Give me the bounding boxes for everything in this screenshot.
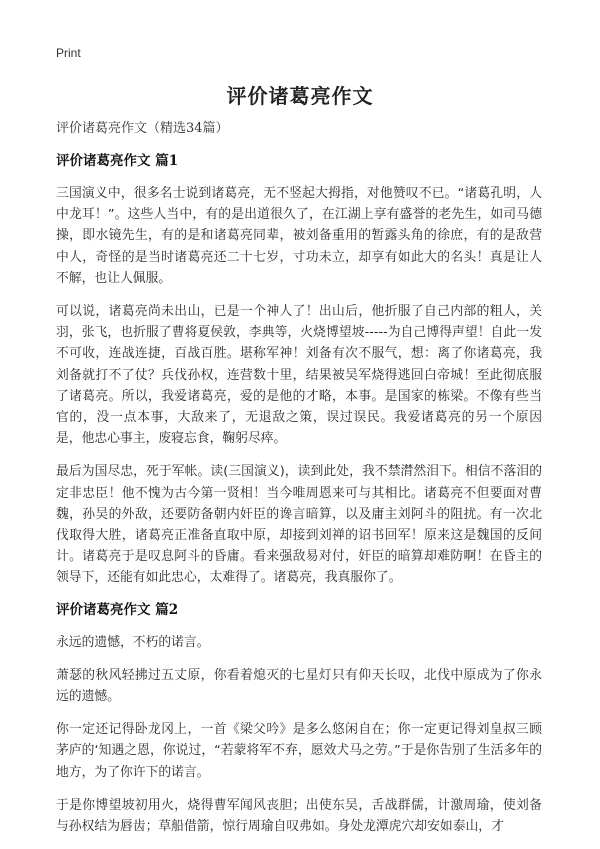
section-1-paragraph-1: 三国演义中，很多名士说到诸葛亮，无不竖起大拇指，对他赞叹不已。“诸葛孔明，人中龙耳！”。这些人当中，有的是出道很久了，在江湖上享有盛誉的老先生，如司马德操，即水镜先生，有的是和诸葛亮同辈，被刘备重用的暂露头角的徐庶，有的是敌营中人，奇怪的是当时诸葛亮还二十七岁，寸功未立，却享有如此大的名头！真是让人不解，也让人佩服。 xyxy=(56,186,542,286)
page-title: 评价诸葛亮作文 xyxy=(226,84,374,108)
section-1-paragraph-2: 可以说，诸葛亮尚未出山，已是一个神人了！出山后，他折服了自己内部的粗人，关羽，张飞，也折服了曹将夏侯敦，李典等，火烧博望坡-----为自己博得声望！自此一发不可收，连战连捷，百战百胜。堪称军神！刘备有次不服气，想：离了你诸葛亮，我刘备就打不了仗？兵伐孙权，连营数十里，结果被吴军烧得逃回白帝城！至此彻底服了诸葛亮。所以，我爱诸葛亮，爱的是他的才略，本事。是国家的栋梁。不像有些当官的，没一点本事，大敌来了，无退敌之策，误过误民。我爱诸葛亮的另一个原因是，他忠心事主，废寝忘食，鞠躬尽瘁。 xyxy=(56,304,542,447)
print-link[interactable]: Print xyxy=(56,46,81,60)
section-2-paragraph-2: 萧瑟的秋风轻拂过五丈原，你看着熄灭的七星灯只有仰天长叹，北伐中原成为了你永远的遗憾。 xyxy=(56,667,542,705)
section-heading-1: 评价诸葛亮作文 篇1 xyxy=(56,153,179,169)
article-subtitle: 评价诸葛亮作文（精选34篇） xyxy=(56,121,229,136)
section-2-paragraph-4: 于是你博望坡初用火，烧得曹军闻风丧胆；出使东吴，舌战群儒，计激周瑜，使刘备与孙权结为唇齿；草船借箭，惊行周瑜自叹弗如。身处龙潭虎穴却安如泰山，才 xyxy=(56,797,542,835)
section-1-paragraph-3: 最后为国尽忠，死于军帐。读(三国演义)，读到此处，我不禁潸然泪下。相信不落泪的定非忠臣！他不愧为古今第一贤相！当今唯周恩来可与其相比。诸葛亮不但要面对曹魏，孙吴的外敌，还要防备朝内奸臣的谗言暗算，以及庸主刘阿斗的阻扰。有一次北伐取得大胜，诸葛亮正准备直取中原，却接到刘禅的诏书回军！原来这是魏国的反间计。诸葛亮于是叹息阿斗的昏庸。看来强敌易对付，奸臣的暗算却难防啊！在昏主的领导下，还能有如此忠心，太难得了。诸葛亮，我真服你了。 xyxy=(56,464,542,586)
section-heading-2: 评价诸葛亮作文 篇2 xyxy=(56,601,179,618)
article-body xyxy=(56,120,542,849)
section-2-paragraph-1: 永远的遗憾，不朽的诺言。 xyxy=(56,634,210,650)
section-2-paragraph-3: 你一定还记得卧龙冈上，一首《梁父吟》是多么悠闲自在；你一定更记得刘皇叔三顾茅庐的‘知遇之恩，你说过，“若蒙将军不弃，愿效犬马之劳。”于是你告别了生活多年的地方，为了你许下的诺言。 xyxy=(56,722,542,780)
